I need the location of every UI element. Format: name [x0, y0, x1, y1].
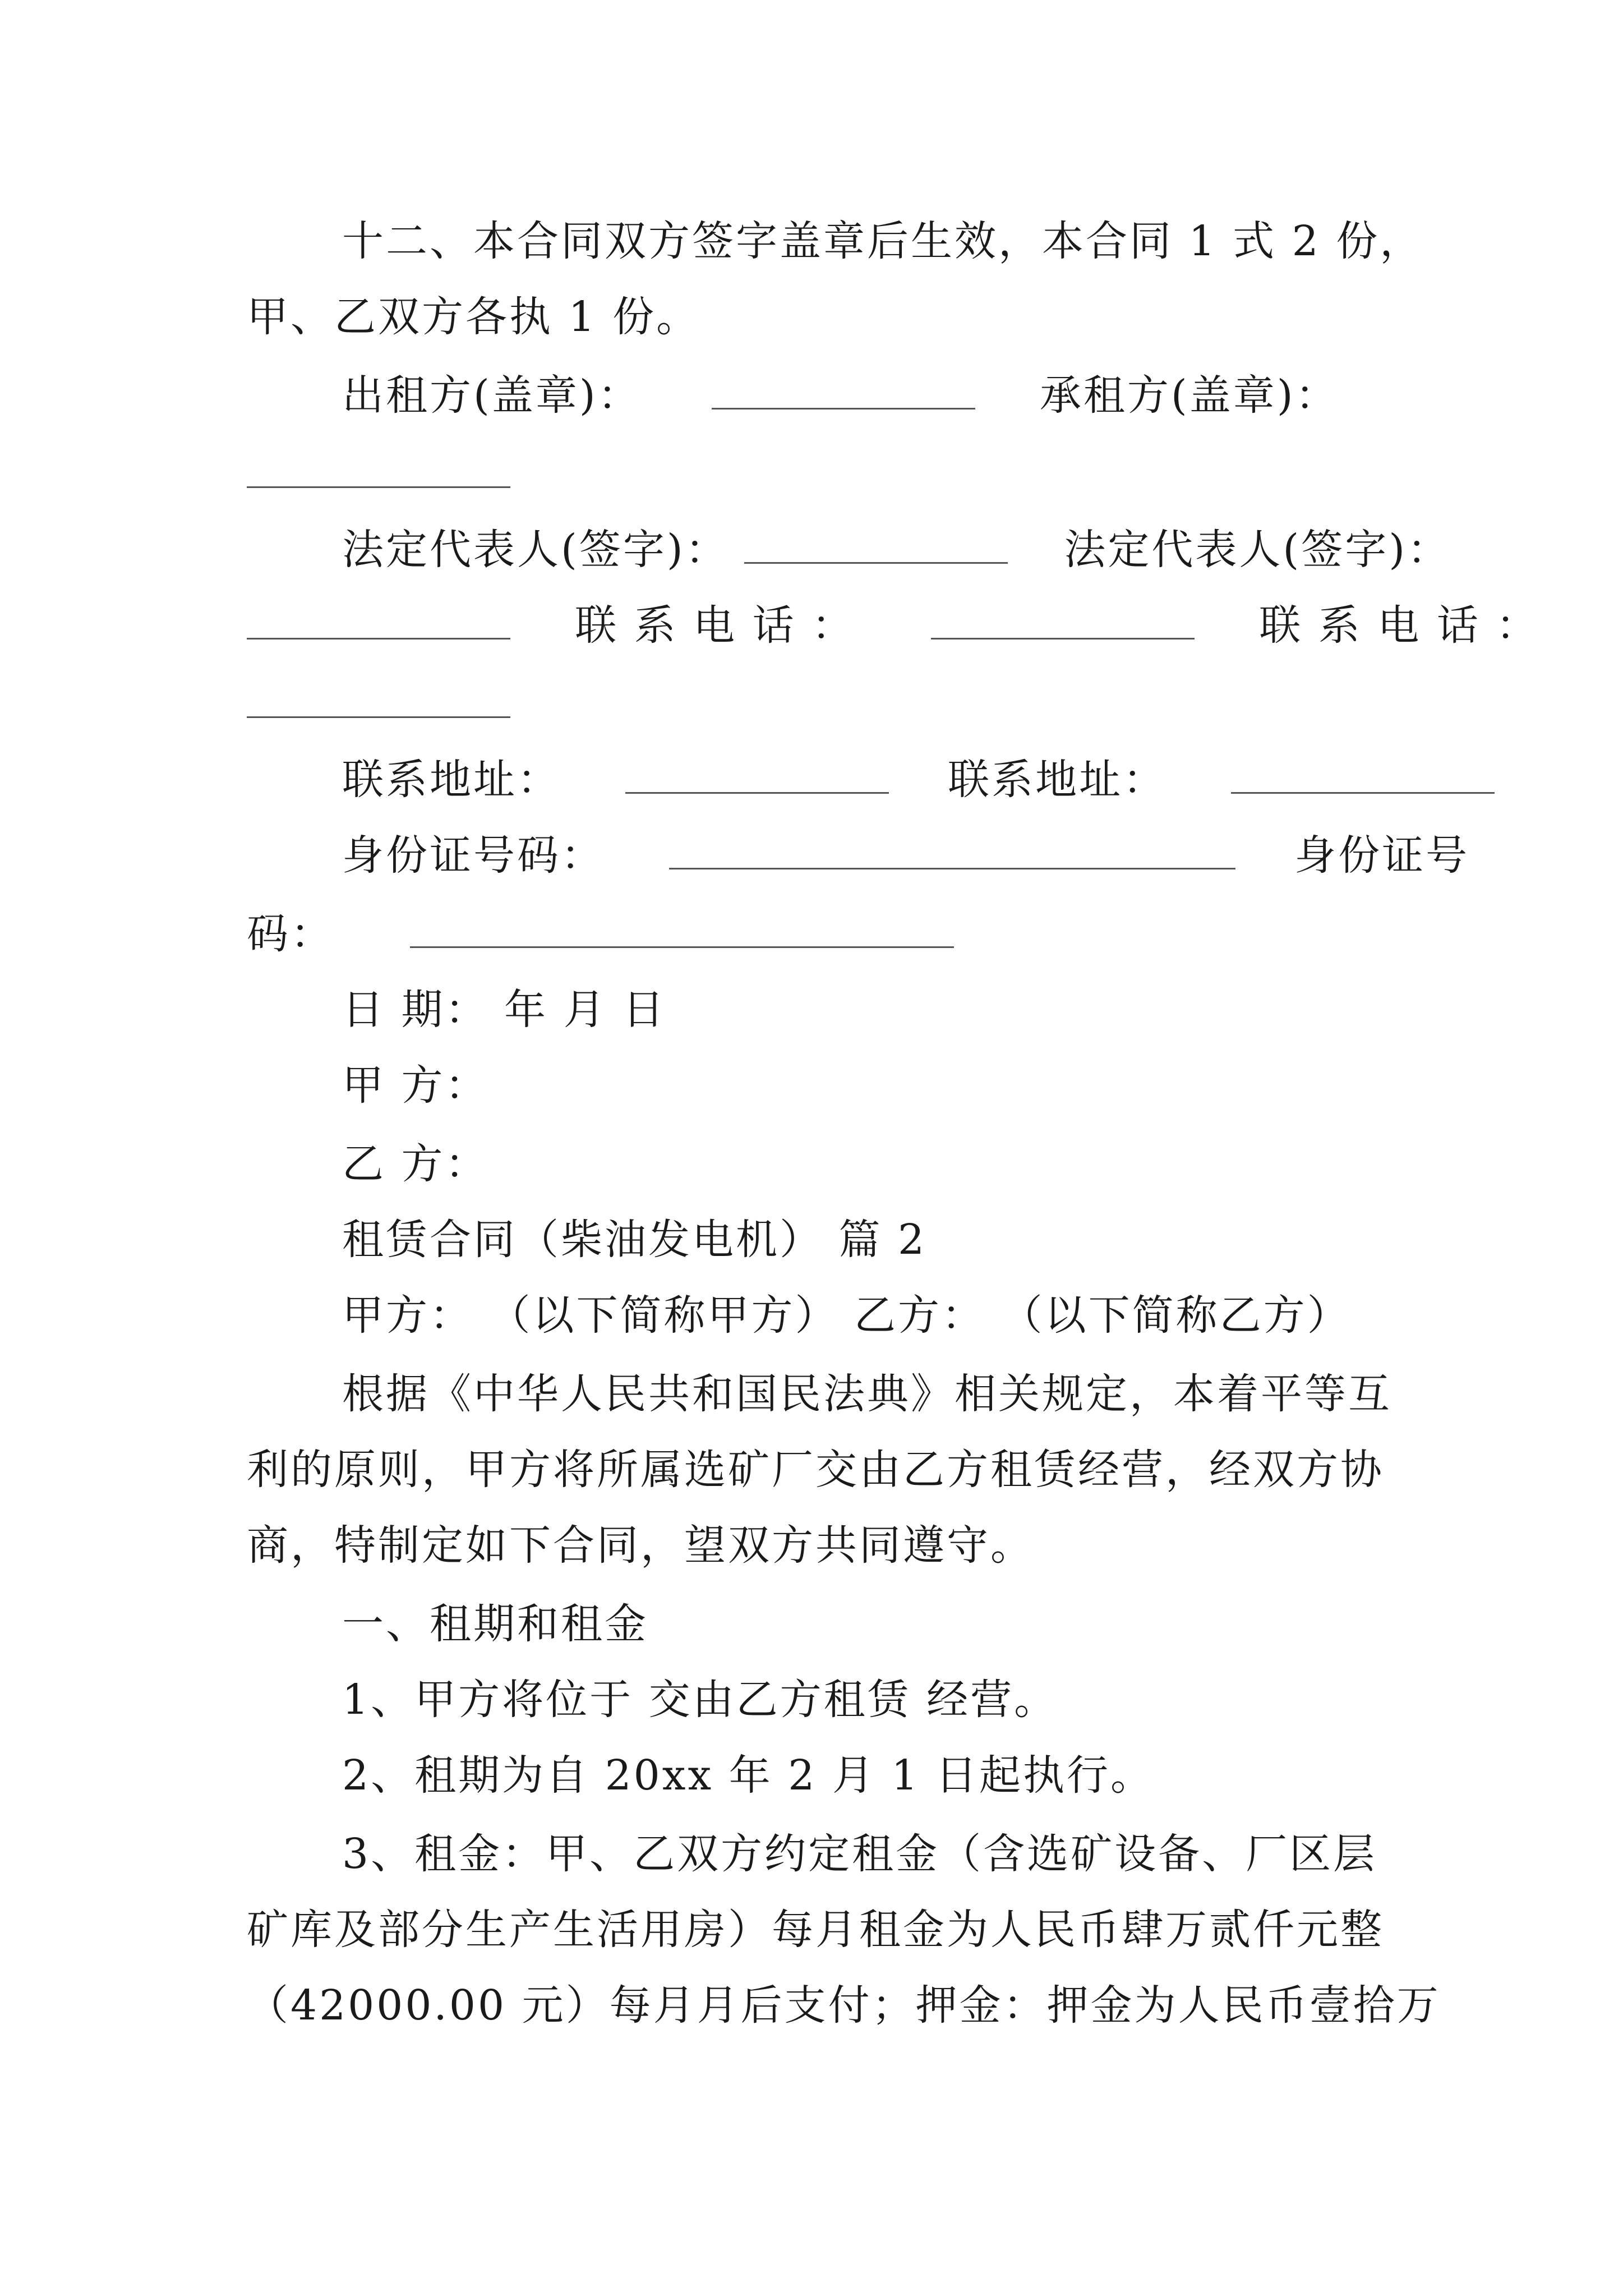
party-a-line: 甲 方： — [342, 1061, 489, 1110]
phone-a-blank — [931, 603, 1195, 639]
id-a-blank — [669, 833, 1235, 869]
contract-title: 租赁合同（柴油发电机） 篇 2 — [342, 1216, 927, 1264]
clause-12-line-1: 十二、本合同双方签字盖章后生效，本合同 1 式 2 份， — [342, 217, 1424, 265]
signature-row-phone — [247, 600, 1539, 651]
address-a-label: 联系地址： — [342, 756, 561, 804]
address-b-blank — [1231, 757, 1495, 794]
item-2: 2、租期为自 20xx 年 2 月 1 日起执行。 — [342, 1751, 1155, 1800]
item-3-line-3: （42000.00 元）每月月后支付；押金：押金为人民币壹拾万 — [247, 1981, 1441, 2030]
phone-b-label: 联 系 电 话 ： — [1259, 601, 1540, 650]
lessor-seal-label: 出租方(盖章)： — [342, 371, 642, 420]
phone-b-blank — [247, 682, 510, 718]
contract-parties: 甲方： （以下简称甲方） 乙方： （以下简称乙方） — [342, 1291, 1351, 1340]
signature-row-address — [342, 754, 1495, 805]
legal-rep-b-label: 法定代表人(签字)： — [1064, 526, 1451, 574]
signature-row-id — [342, 830, 1469, 881]
signature-row-seal — [342, 370, 1339, 421]
intro-line-2: 利的原则，甲方将所属选矿厂交由乙方租赁经营，经双方协 — [247, 1446, 1384, 1494]
id-b-blank — [410, 912, 954, 948]
clause-12-line-2: 甲、乙双方各执 1 份。 — [247, 293, 700, 341]
item-3-line-2: 矿库及部分生产生活用房）每月租金为人民币肆万贰仟元整 — [247, 1906, 1384, 1954]
lessee-seal-blank — [247, 452, 510, 488]
lessor-seal-blank — [712, 373, 975, 409]
address-a-blank — [625, 757, 889, 794]
intro-line-1: 根据《中华人民共和国民法典》相关规定，本着平等互 — [342, 1370, 1392, 1418]
id-a-label: 身份证号码： — [342, 831, 605, 880]
section-1-heading: 一、租期和租金 — [342, 1600, 648, 1648]
phone-a-label: 联 系 电 话 ： — [575, 601, 856, 650]
id-b-label-part1: 身份证号 — [1294, 831, 1470, 880]
item-3-line-1: 3、租金：甲、乙双方约定租金（含选矿设备、厂区层 — [342, 1830, 1377, 1878]
date-line: 日 期： 年 月 日 — [342, 986, 667, 1034]
signature-row-phone-cont — [247, 679, 510, 729]
signature-row-legal-rep — [342, 524, 1451, 575]
id-b-label-part2: 码： — [247, 910, 334, 958]
party-b-line: 乙 方： — [342, 1140, 489, 1188]
item-1: 1、甲方将位于 交由乙方租赁 经营。 — [342, 1676, 1058, 1724]
address-b-label: 联系地址： — [948, 756, 1167, 804]
legal-rep-b-blank — [247, 603, 510, 639]
intro-line-3: 商，特制定如下合同，望双方共同遵守。 — [247, 1521, 1034, 1570]
lessee-seal-label: 承租方(盖章)： — [1039, 371, 1339, 420]
legal-rep-a-label: 法定代表人(签字)： — [342, 526, 729, 574]
signature-row-seal-cont — [247, 449, 510, 499]
legal-rep-a-blank — [744, 527, 1008, 564]
signature-row-id-cont — [247, 909, 954, 959]
